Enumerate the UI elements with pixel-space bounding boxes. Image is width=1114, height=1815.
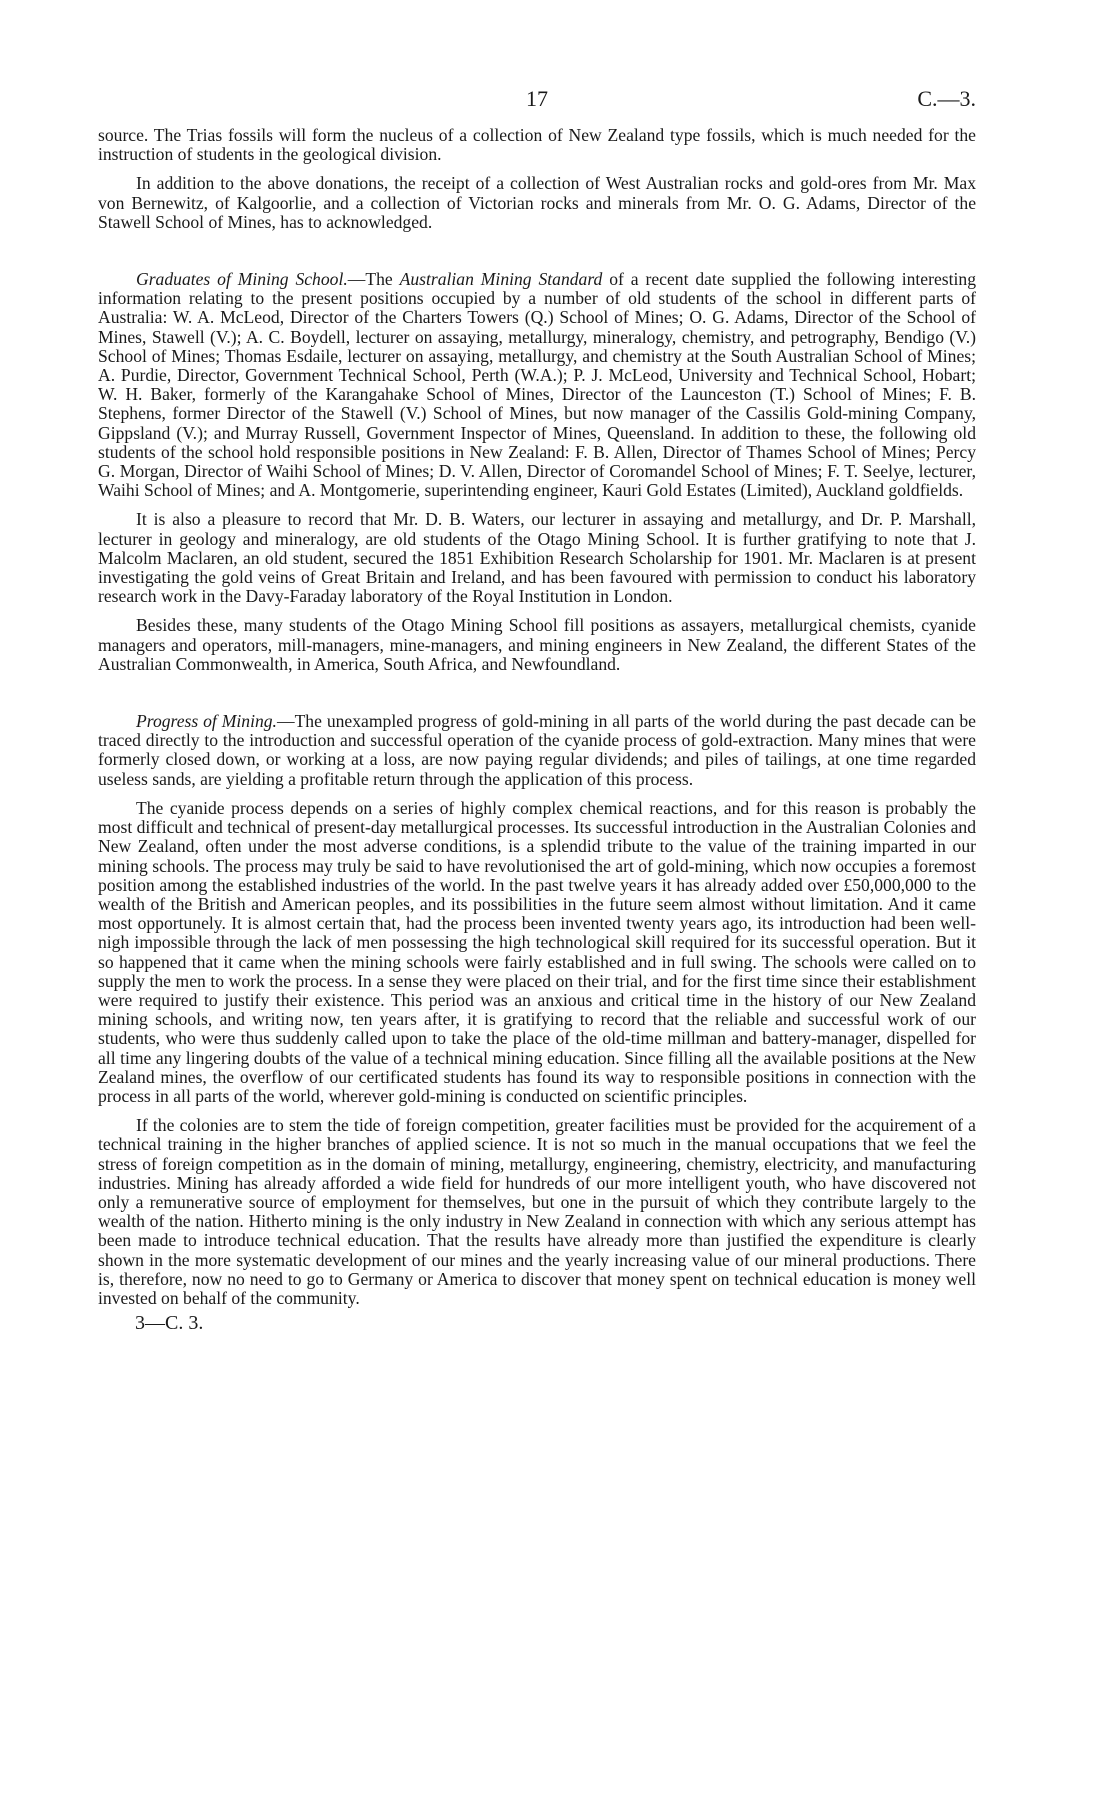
paragraph-graduates-body: of a recent date supplied the following interesting information relating to the present positions occupied by a number of old students of the school in different parts of Australia: W. A. McLeod, Director of the Charters Towers (Q.) School of Mines; O. G. Adams, Director of the School of Mines, Stawell (V.); A. C. Boydell, lecturer on assaying, metallurgy, mineralogy, chemistry, and petrography, Bendigo (V.) School of Mines; Thomas Esdaile, lecturer on assaying, metallurgy, and chemistry at the South Australian School of Mines; A. Purdie, Director, Government Technical School, Perth (W.A.); P. J. McLeod, University and Technical School, Hobart; W. H. Baker, formerly of the Karangahake School of Mines, Director of the Launceston (T.) School of Mines; F. B. Stephens, former Director of the Stawell (V.) School of Mines, but now manager of the Cassilis Gold-mining Company, Gippsland (V.); and Murray Russell, Government Inspector of Mines, Queensland. In addition to these, the following old students of the school hold responsible positions in New Zealand: F. B. Allen, Director of Thames School of Mines; Percy G. Morgan, Director of Waihi School of Mines; D. V. Allen, Director of Coromandel School of Mines; F. T. Seelye, lecturer, Waihi School of Mines; and A. Montgomerie, superintending engineer, Kauri Gold Estates (Limited), Auckland goldfields. bbox=[98, 269, 976, 501]
section-heading-progress: Progress of Mining. bbox=[136, 711, 277, 732]
paragraph-progress-body: —The unexampled progress of gold-mining in all parts of the world during the past decade can be traced directly to the introduction and successful operation of the cyanide process of gold-extraction. Many mines that were formerly closed down, or working at a loss, are now paying regular dividends; and piles of tailings, at one time regarded useless sands, are yielding a profitable return through the application of this process. bbox=[98, 711, 976, 789]
paragraph-students-positions: Besides these, many students of the Otago Mining School fill positions as assayers, metallurgical chemists, cyanide managers and operators, mill-managers, mine-managers, and mining engineers in New Zealand, the different States of the Australian Commonwealth, in America, South Africa, and Newfoundland. bbox=[98, 615, 976, 674]
sheet-signature: 3—C. 3. bbox=[135, 1312, 204, 1335]
paper-reference: C.—3. bbox=[917, 86, 976, 111]
paragraph-donations: In addition to the above donations, the receipt of a collection of West Australian rocks and gold-ores from Mr. Max von Bernewitz, of Kalgoorlie, and a collection of Victorian rocks and minerals from Mr. O. G. Adams, Director of the Stawell School of Mines, has to acknowledged. bbox=[98, 173, 976, 232]
paragraph-cyanide-process: The cyanide process depends on a series of highly complex chemical reactions, and for this reason is probably the most difficult and technical of present-day metallurgical processes. Its successful introduction in the Australian Colonies and New Zealand, often under the most adverse conditions, is a splendid tribute to the value of the training imparted in our mining schools. The process may truly be said to have revolutionised the art of gold-mining, which now occupies a foremost position among the established industries of the world. In the past twelve years it has already added over £50,000,000 to the wealth of the British and American peoples, and its possibilities in the future seem almost without limitation. And it came most opportunely. It is almost certain that, had the process been invented twenty years ago, its introduction had been well-nigh impossible through the lack of men possessing the high technological skill required for its successful operation. But it so happened that it came when the mining schools were fairly established and in full swing. The schools were called on to supply the men to work the process. In a sense they were placed on their trial, and for the first time since their establishment were required to justify their existence. This period was an anxious and critical time in the history of our New Zealand mining schools, and writing now, ten years after, it is gratifying to record that the reliable and successful work of our students, who were thus suddenly called upon to take the place of the old-time millman and battery-manager, dispelled for all time any lingering doubts of the value of a technical mining education. Since filling all the available positions at the New Zealand mines, the overflow of our certificated students has found its way to responsible positions in connection with the process in all parts of the world, wherever gold-mining is conducted on scientific principles. bbox=[98, 797, 976, 1106]
section-heading-graduates: Graduates of Mining School. bbox=[136, 269, 348, 290]
document-page bbox=[98, 86, 976, 1335]
paragraph-trias-fossils: source. The Trias fossils will form the nucleus of a collection of New Zealand type fossils, which is much needed for the instruction of students in the geological division. bbox=[98, 125, 976, 165]
source-title: Australian Mining Standard bbox=[399, 269, 603, 290]
paragraph-graduates bbox=[98, 270, 976, 500]
paragraph-technical-education: If the colonies are to stem the tide of foreign competition, greater facilities must be provided for the acquirement of a technical training in the higher branches of applied science. It is not so much in the manual occupations that we feel the stress of foreign competition as in the domain of mining, metallurgy, engineering, chemistry, electricity, and manufacturing industries. Mining has already afforded a wide field for hundreds of our more intelligent youth, who have discovered not only a remunerative source of employment for themselves, but one in the pursuit of which they contribute largely to the wealth of the nation. Hitherto mining is the only industry in New Zealand in connection with which any serious attempt has been made to introduce technical education. That the results have already more than justified the expenditure is clearly shown in the more systematic development of our mines and the yearly increasing value of our mineral productions. There is, therefore, now no need to go to Germany or America to discover that money spent on technical education is money well invested on behalf of the community. bbox=[98, 1115, 976, 1308]
paragraph-progress bbox=[98, 712, 976, 789]
page-header bbox=[98, 86, 976, 126]
paragraph-lecturers: It is also a pleasure to record that Mr. D. B. Waters, our lecturer in assaying and metallurgy, and Dr. P. Marshall, lecturer in geology and mineralogy, are old students of the Otago Mining School. It is further gratifying to note that J. Malcolm Maclaren, an old student, secured the 1851 Exhibition Research Scholarship for 1901. Mr. Maclaren is at present investigating the gold veins of Great Britain and Ireland, and has been favoured with permission to conduct his laboratory research work in the Davy-Faraday laboratory of the Royal Institution in London. bbox=[98, 509, 976, 607]
page-number: 17 bbox=[526, 86, 548, 111]
heading-dash: —The bbox=[347, 269, 400, 290]
